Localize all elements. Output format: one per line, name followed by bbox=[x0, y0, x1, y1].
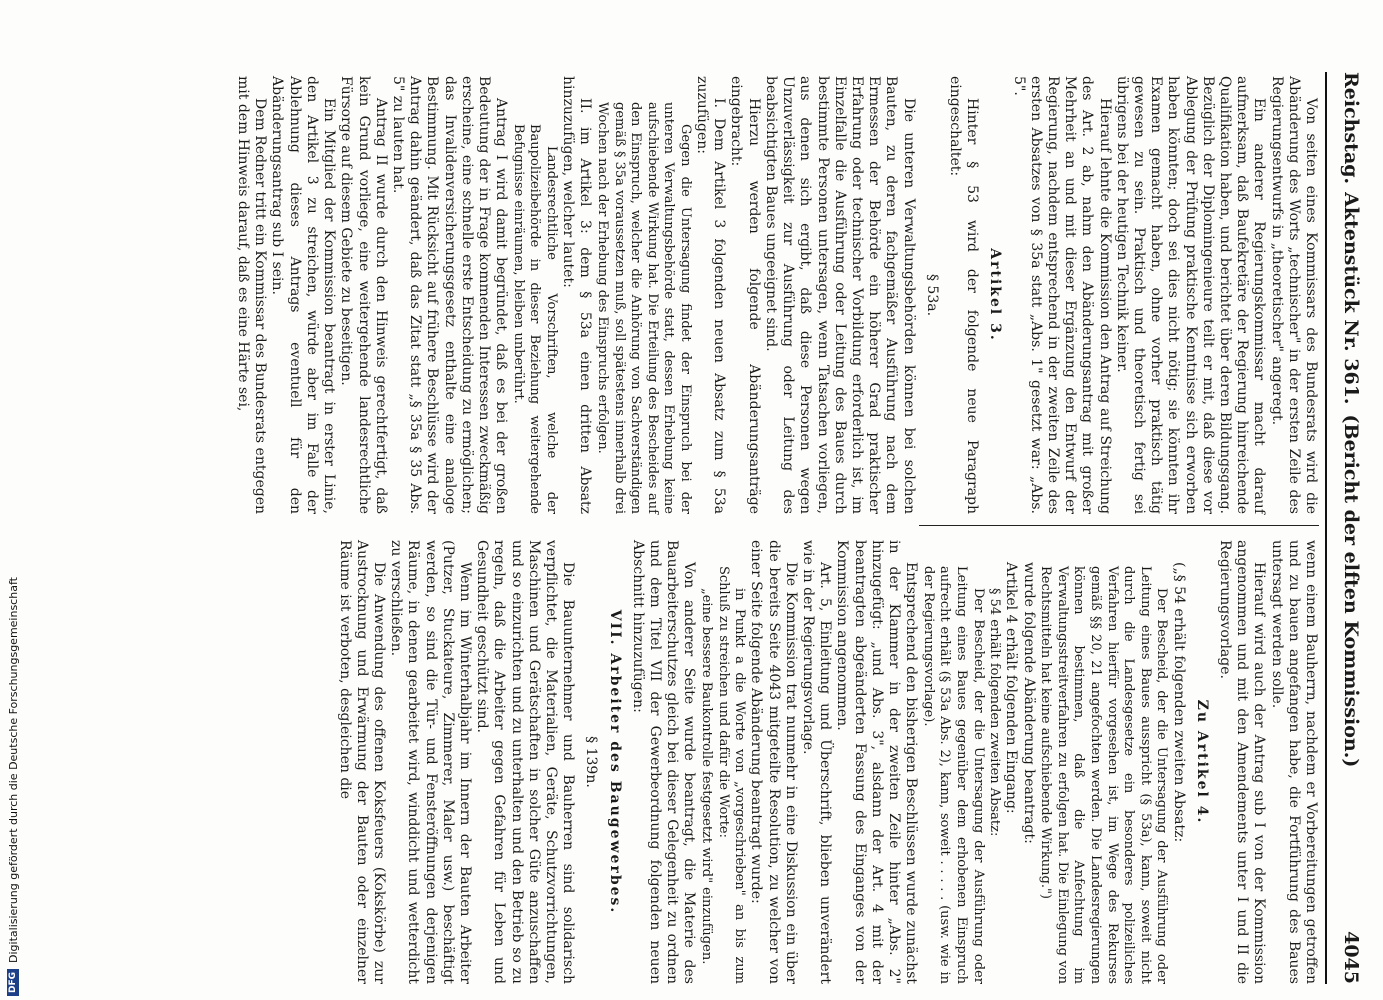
text-paragraph: § 54 erhält folgenden zweiten Absatz: bbox=[987, 588, 1003, 837]
section-heading: Zu Artikel 4. bbox=[1193, 699, 1210, 825]
text-paragraph: Der Bescheid, der die Untersagung der Ausführung oder Leitung eines Baues gegenüber dem erhobenen Einspruch aufrecht erhält (§ 53a Abs. 2), kann, soweit . . . . . (usw. wie in der Regierungsvorlage). bbox=[920, 566, 986, 984]
page-header bbox=[1325, 72, 1375, 984]
column-divider bbox=[919, 525, 1319, 526]
text-paragraph: wurde folgende Abänderung beantragt: bbox=[1020, 562, 1037, 844]
text-paragraph: Die Bauunternehmer und Bauherren sind solidarisch verpflichtet, die Materialien, Geräte, Schutzvorrichtungen, Maschinen und Gerätschaften in solcher Güte anzuschaffen und so einzurichten und zu unterhalten und den Betrieb so zu regeln, daß die Arbeiter gegen Gefahren für Leben und Gesundheit geschützt sind. bbox=[474, 540, 577, 984]
header-reichstag: Reichstag. bbox=[1340, 72, 1362, 185]
text-paragraph: Antrag I wird damit begründet, daß es bei der großen Bedeutung der in Frage kommenden Interessen zweckmäßig erscheine, eine schnelle erste Entscheidung zu ermöglichen; das Invalidenversicherungsgesetz enthalte eine analoge Bestimmung. Mit Rücksicht auf frühere Beschlüsse wird der Antrag dahin geändert, daß das Zitat statt „§ 35a § 35 Abs. 5" zu lauten hat. bbox=[389, 76, 510, 514]
section-heading: VII. Arbeiter des Baugewerbes. bbox=[606, 609, 623, 915]
text-paragraph: Art. 5, Einleitung und Überschrift, blieben unverändert wie in der Regierungsvorlage. bbox=[800, 540, 834, 984]
text-paragraph: Hierzu werden folgende Abänderungsanträge eingebracht: bbox=[728, 76, 762, 514]
text-paragraph: Gegen die Untersagung findet der Einspruch bei der unteren Verwaltungsbehörde statt, dessen Erhebung keine aufschiebende Wirkung hat. Die Erteilung des Bescheides auf den Einspruch, welcher die Anhörung von Sachverständigen gemäß § 35a voraussetzen muß, soll spätestens innerhalb drei Wochen nach der Erhebung des Einspruchs erfolgen. bbox=[594, 102, 693, 514]
text-paragraph: Von anderer Seite wurde beantragt, die Materie des Bauarbeiterschutzes gleich bei dieser Gelegenheit zu ordnen und dem Titel VII der Gewerbeordnung folgenden neuen Abschnitt hinzuzufügen: bbox=[629, 540, 698, 984]
text-paragraph: Ein anderer Regierungskommissar macht darauf aufmerksam, daß Baufekretäre der Regierung hinreichende Qualifikation haben, und berichtet über deren Bildungsgang. Bezüglich der Diplomingenieure teilt er mit, daß diese vor Ablegung der Prüfung praktische Kenntnisse sich erworben haben könnten; doch sei dies nicht nötig; sie könnten ihr Examen gemacht haben, ohne vorher praktisch tätig gewesen zu sein. Praktisch und theoretisch fertig sei übrigens bei der heutigen Technik keiner. bbox=[1113, 76, 1268, 514]
dfg-logo-icon: DFG bbox=[7, 969, 19, 996]
text-paragraph: Wenn im Winterhalbjahr im Innern der Bauten Arbeiter (Putzer, Stuckateure, Zimmerer, Maler usw.) beschäftigt werden, so sind die Tür- und Fensteröffnungen derjenigen Räume, in denen gearbeitet wird, winddicht und wetterdicht zu verschließen. bbox=[388, 540, 473, 984]
text-paragraph: in Punkt a die Worte von „vorgeschrieben" an bis zum Schluß zu streichen und dafür die Worte: bbox=[715, 566, 748, 984]
text-paragraph: II. im Artikel 3: dem § 53a einen dritten Absatz hinzuzufügen, welcher lautet: bbox=[560, 76, 594, 514]
text-paragraph: („§ 54 erhält folgenden zweiten Absatz: bbox=[1170, 562, 1187, 843]
text-paragraph: Landesrechtliche Vorschriften, welche der Baupolizeibehörde in dieser Beziehung weitergehende Befugnisse einräumen, bleiben unberührt. bbox=[510, 124, 559, 514]
text-paragraph: Hierauf lehnte die Kommission den Antrag auf Streichung des Art. 2 ab, nahm den Abänderungsantrag mit großer Mehrheit an und mit dieser Ergänzung den Entwurf der Regierung, nachdem entsprechend in der zweiten Zeile des ersten Absatzes von § 35a statt „Abs. 1" gesetzt war: „Abs. 5". bbox=[1010, 76, 1113, 514]
text-paragraph: I. Dem Artikel 3 folgenden neuen Absatz zum § 53a zuzufügen: bbox=[694, 76, 728, 514]
dfg-credit-strip bbox=[0, 0, 26, 1000]
text-paragraph: Artikel 4 erhält folgenden Eingang: bbox=[1003, 562, 1020, 814]
page-number: 4045 bbox=[1340, 931, 1362, 984]
right-text-column bbox=[335, 540, 1319, 984]
text-paragraph: Hinter § 53 wird der folgende neue Paragraph eingeschaltet: bbox=[946, 76, 981, 514]
paragraph-number: § 53a. bbox=[923, 273, 940, 317]
dfg-credit-text: Digitalisierung gefördert durch die Deutsche Forschungsgemeinschaft bbox=[6, 577, 20, 963]
text-paragraph: Hierauf wird auch der Antrag sub I von der Kommission angenommen und mit den Amendements unter I und II die Regierungsvorlage. bbox=[1216, 540, 1268, 984]
left-text-column bbox=[234, 76, 1319, 514]
header-bericht: (Bericht der elften Kommission.) bbox=[1340, 414, 1362, 768]
text-paragraph: Die Anwendung des offenen Koksfeuers (Kokskörbe) zur Austrocknung und Erwärmung der Bauten oder einzelner Räume ist verboten, desgleichen die bbox=[336, 540, 387, 984]
text-paragraph: Die Kommission trat nunmehr in eine Diskussion ein über die bereits Seite 4043 mitgeteilte Resolution, zu welcher von einer Seite folgende Abänderung beantragt wurde: bbox=[748, 540, 799, 984]
header-aktenstueck: Aktenstück Nr. 361. bbox=[1340, 192, 1362, 405]
text-paragraph: Von seiten eines Kommissars des Bundesrats wird die Abänderung des Worts „technischer" in der ersten Zeile des Regierungsentwurfs in „theoretischer" angeregt. bbox=[1268, 76, 1319, 514]
text-paragraph: Dem Redner tritt ein Kommissar des Bundesrats entgegen mit dem Hinweis darauf, daß es eine Härte sei, bbox=[235, 76, 269, 514]
text-paragraph: Ein Mitglied der Kommission beantragt in erster Linie, den Artikel 3 zu streichen, würde aber im Falle der Ablehnung dieses Antrags eventuell für den Abänderungsantrag sub I sein. bbox=[269, 76, 338, 514]
text-paragraph: wenn einem Bauherrn, nachdem er Vorbereitungen getroffen und zu bauen angefangen habe, die Fortführung des Baues untersagt werden solle. bbox=[1268, 540, 1319, 984]
text-paragraph: Die unteren Verwaltungsbehörden können bei solchen Bauten, zu deren fachgemäßer Ausführung nach dem Ermessen der Behörde ein höherer Grad praktischer Erfahrung oder technischer Vorbildung erforderlich ist, im Einzelfalle die Ausführung oder Leitung des Baues durch bestimmte Personen untersagen, wenn Tatsachen vorliegen, aus denen sich ergibt, daß diese Personen wegen Unzuverlässigkeit zur Ausführung oder Leitung des beabsichtigten Baues ungeeignet sind. bbox=[762, 76, 917, 514]
text-paragraph: Entsprechend den bisherigen Beschlüssen wurde zunächst in der Klammer in der zweiten Zeile hinter „Abs. 2" hinzugefügt: „und Abs. 3", alsdann der Art. 4 mit der beantragten abgeänderten Fassung des Einganges von der Kommission angenommen. bbox=[834, 540, 920, 984]
section-heading: Artikel 3. bbox=[987, 248, 1004, 342]
text-paragraph: Der Bescheid, der die Untersagung der Ausführung oder Leitung eines Baues ausspricht (§ 53a), kann, soweit nicht durch die Landesgesetze ein besonderes polizeiliches Verfahren hierfür vorgesehen ist, im Wege des Rekurses gemäß §§ 20, 21 angefochten werden. Die Landesregierungen können bestimmen, daß die Anfechtung im Verwaltungsstreitverfahren zu erfolgen hat. Die Einlegung von Rechtsmitteln hat keine aufschiebende Wirkung.") bbox=[1038, 566, 1170, 984]
text-paragraph: „eine bessere Baukontrolle festgesetzt wird" einzufügen. bbox=[699, 588, 715, 965]
text-paragraph: Antrag II wurde durch den Hinweis gerechtfertigt, daß kein Grund vorliege, eine weitergehende landesrechtliche Fürsorge auf diesem Gebiete zu beseitigen. bbox=[338, 76, 389, 514]
paragraph-number: § 139n. bbox=[583, 736, 600, 788]
